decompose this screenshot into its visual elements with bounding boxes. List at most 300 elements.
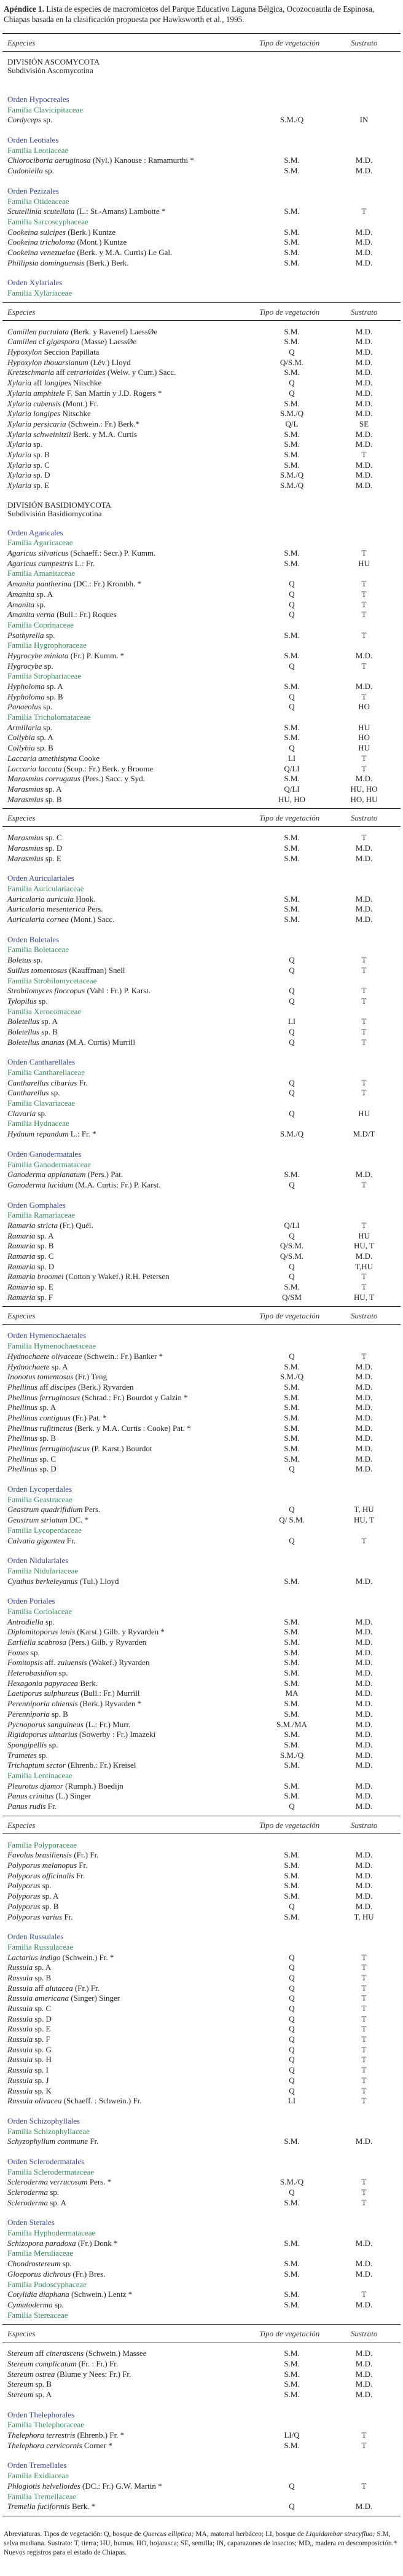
species-epithet: Phellinus contiguus <box>7 1412 71 1422</box>
spacer <box>0 1140 403 1149</box>
table-row <box>0 1861 403 1871</box>
table-row <box>0 733 403 743</box>
species-author: sp. B <box>40 1901 59 1911</box>
species-epithet: Perenniporia ohiensis <box>7 1699 78 1709</box>
species-epithet: Ramaria <box>7 1241 36 1251</box>
species-name <box>7 166 54 175</box>
species-epithet: Ganoderma lucidum <box>7 1180 74 1189</box>
substrate: M.D. <box>355 1699 373 1709</box>
substrate: T <box>361 599 367 609</box>
vegetation-type: MA <box>285 1688 299 1698</box>
species-author: sp. <box>28 1647 40 1657</box>
substrate: HU <box>358 1108 370 1118</box>
vegetation-type: S.M. <box>284 904 300 914</box>
species-epithet: Cordyceps <box>7 115 42 125</box>
substrate: M.D. <box>355 409 373 419</box>
substrate: M.D. <box>355 166 373 176</box>
species-epithet: Hexagonia papyracea <box>7 1678 79 1688</box>
species-epithet: Phellinus ferruginosus <box>7 1392 80 1402</box>
substrate: M.D. <box>355 1627 373 1637</box>
species-author: (Tul.) Lloyd <box>77 1576 119 1586</box>
species-name <box>7 227 115 237</box>
species-epithet: Amanita <box>7 589 35 599</box>
table-row <box>0 1963 403 1973</box>
substrate: M.D. <box>355 481 373 490</box>
substrate: M.D. <box>355 915 373 924</box>
vegetation-type: S.M./Q <box>280 470 304 480</box>
table-row <box>0 1293 403 1303</box>
substrate: M.D. <box>355 1861 373 1870</box>
species-author: (Bull.: Fr.) Roques <box>54 610 117 620</box>
species-name <box>7 795 62 804</box>
vegetation-type: Q <box>289 2065 295 2075</box>
family-heading: Familia Thelephoraceae <box>7 2420 85 2430</box>
table-row <box>0 1231 403 1242</box>
species-author: sp. <box>44 630 55 640</box>
header-substrate: Sustrato <box>351 307 378 317</box>
species-name <box>7 1464 57 1473</box>
species-epithet: alutacea <box>45 1983 73 1993</box>
table-row <box>0 1973 403 1983</box>
species-epithet: Xylaria <box>7 481 31 490</box>
species-epithet: Trametes <box>7 1750 37 1760</box>
vegetation-type: LI <box>288 1017 296 1026</box>
table-row <box>0 723 403 733</box>
species-author: (Bull.: Fr.) Murrill <box>79 1688 140 1698</box>
table-row <box>0 579 403 589</box>
species-author: sp. B <box>37 1433 57 1443</box>
table-row <box>0 559 403 569</box>
species-author: cf <box>36 337 47 347</box>
vegetation-type: S.M./Q <box>280 1750 304 1760</box>
table-row <box>0 2034 403 2045</box>
footnote-text: Liquidambar stracyflua; <box>305 2530 375 2538</box>
species-name <box>7 1382 133 1392</box>
vegetation-type: S.M. <box>284 843 300 853</box>
species-name <box>7 2034 50 2044</box>
vegetation-type: Q <box>289 1231 295 1240</box>
spacer <box>0 85 403 95</box>
species-epithet: Russula <box>7 2065 33 2075</box>
species-author: (Wakef.) Ryvarden <box>87 1658 150 1668</box>
species-author: sp. B <box>49 1709 68 1719</box>
order-heading: Orden Cantharellales <box>7 1057 76 1067</box>
substrate: M.D. <box>355 2137 373 2146</box>
substrate: HO <box>358 702 370 712</box>
vegetation-type: Q <box>289 2075 295 2085</box>
species-name <box>7 2349 146 2358</box>
species-epithet: Russula <box>7 2024 33 2034</box>
species-epithet: Boletus <box>7 955 31 965</box>
table-header <box>2 808 401 827</box>
species-epithet: Hypholoma <box>7 691 45 701</box>
species-author: (Fr.) Fr. <box>72 1983 100 1993</box>
substrate: M.D. <box>355 398 373 408</box>
species-epithet: Thelephora cervicornis <box>7 2440 82 2450</box>
species-epithet: Xylaria cubensis <box>7 398 61 408</box>
table-row <box>0 237 403 248</box>
species-epithet: Xylaria <box>7 449 31 459</box>
species-author: (Pers.) Sacc. y Syd. <box>80 774 145 784</box>
header-vegetation: Tipo de vegetación <box>259 2329 320 2339</box>
species-name <box>7 115 52 124</box>
species-author: (Fr.) Fr. <box>72 1850 99 1860</box>
species-name <box>7 2379 52 2389</box>
species-epithet: Phellinus <box>7 1403 38 1412</box>
substrate: HU, T <box>354 1241 374 1251</box>
substrate: M.D. <box>355 1454 373 1463</box>
species-author: sp. A <box>44 682 63 691</box>
species-author: sp. A <box>39 1017 58 1026</box>
species-epithet: Ramaria <box>7 1282 36 1292</box>
table-row <box>0 651 403 661</box>
species-epithet: Clavaria <box>7 1108 36 1118</box>
table-row <box>0 1027 403 1038</box>
substrate: T <box>361 1282 367 1292</box>
species-epithet: Russula <box>7 1983 33 1993</box>
vegetation-type: S.M. <box>284 630 300 640</box>
substrate: M.D. <box>355 904 373 914</box>
table-row <box>0 1088 403 1098</box>
species-name <box>7 1078 88 1087</box>
species-author: DC. * <box>67 1515 89 1525</box>
species-author: sp. <box>36 996 48 1006</box>
table-row <box>0 682 403 692</box>
vegetation-type: S.M. <box>284 1678 300 1688</box>
table-row <box>0 327 403 337</box>
vegetation-type: S.M. <box>284 1881 300 1891</box>
species-epithet: Camillea <box>7 337 37 347</box>
table-row <box>0 1403 403 1413</box>
vegetation-type: Q <box>289 347 295 357</box>
species-name <box>7 2065 49 2074</box>
species-author: sp. <box>42 661 53 671</box>
division-heading: DIVISIÓN ASCOMYCOTA <box>7 57 100 66</box>
substrate: M.D. <box>355 1881 373 1891</box>
species-author: aff <box>54 368 67 377</box>
species-name <box>7 1679 98 1688</box>
vegetation-type: S.M. <box>284 1361 300 1371</box>
species-name <box>7 1038 135 1047</box>
vegetation-type: Q <box>289 388 295 398</box>
species-name <box>7 358 131 367</box>
substrate: M.D. <box>355 237 373 247</box>
family-heading: Familia Xylariaceae <box>7 288 72 297</box>
species-author: Berk. * <box>69 2502 96 2511</box>
vegetation-type: Q/SM <box>282 1292 302 1302</box>
vegetation-type: Q <box>289 1026 295 1036</box>
species-author: sp. <box>31 955 43 965</box>
species-name <box>7 1424 191 1433</box>
header-species: Especies <box>7 1311 36 1321</box>
table-row <box>0 2076 403 2086</box>
species-name <box>7 1993 120 2003</box>
species-name <box>7 237 127 246</box>
table-row <box>0 1912 403 1923</box>
species-epithet: Xylaria <box>7 470 31 480</box>
species-epithet: Geastrum striatum <box>7 1515 68 1525</box>
table-row <box>0 1505 403 1515</box>
table-row <box>0 1454 403 1465</box>
species-author: sp. A <box>33 2390 52 2399</box>
order-heading: Orden Ganodermatales <box>7 1149 82 1159</box>
species-author: (Fr. : Fr.) Fr. <box>76 2358 119 2368</box>
table-row <box>0 1881 403 1891</box>
division-heading: DIVISIÓN BASIDIOMYCOTA <box>7 500 112 510</box>
table-row <box>0 1282 403 1293</box>
table-row <box>0 1668 403 1679</box>
species-author: (Berk. y Ravenel) LaessØe <box>69 326 158 336</box>
table-row <box>0 1617 403 1628</box>
table-row <box>0 743 403 754</box>
vegetation-type: Q/ S.M. <box>279 1515 305 1525</box>
species-author: (Schwein.) Fr. * <box>60 1952 114 1962</box>
species-epithet: Thelephora terrestris <box>7 2430 76 2440</box>
species-author: sp. B <box>33 1972 52 1982</box>
vegetation-type: Q <box>289 378 295 388</box>
table-row <box>0 1730 403 1740</box>
substrate: M.D. <box>355 1170 373 1180</box>
species-epithet: Cudoniella <box>7 166 43 176</box>
species-epithet: Suillus tomentosus <box>7 965 68 975</box>
substrate: M.D. <box>355 2238 373 2248</box>
species-author: sp. B <box>43 794 62 804</box>
table-row <box>0 2430 403 2441</box>
species-author: Berk. y M.A. Curtis <box>71 429 137 439</box>
table-row <box>0 2359 403 2369</box>
species-author: sp. C <box>31 460 50 470</box>
species-epithet: Auricularia auricula <box>7 894 74 904</box>
table-row <box>0 1993 403 2004</box>
table-row <box>0 1241 403 1251</box>
substrate: T <box>361 986 367 996</box>
species-name <box>7 1740 58 1749</box>
table-row <box>0 1251 403 1262</box>
division-heading: Subdivisión Basidiomycotina <box>7 508 102 518</box>
species-name <box>7 460 50 470</box>
substrate: T <box>361 965 367 975</box>
species-author: sp. B <box>44 691 63 701</box>
order-heading: Orden Xylariales <box>7 278 63 288</box>
table-row <box>0 2024 403 2034</box>
table-row <box>0 894 403 905</box>
table-row <box>0 1038 403 1048</box>
species-epithet: Marasmius <box>7 784 44 794</box>
species-author: sp. A <box>40 1891 59 1901</box>
species-epithet: Polyporus <box>7 1881 41 1891</box>
substrate: M.D. <box>355 470 373 480</box>
family-heading: Familia Hygrophoraceae <box>7 640 87 650</box>
species-epithet: Collybia <box>7 743 35 753</box>
order-heading: Orden Poriales <box>7 1596 55 1606</box>
family-heading: Familia Strophariaceae <box>7 671 82 681</box>
species-name <box>7 1403 56 1412</box>
species-author: (Berk.) Berk. <box>84 258 129 267</box>
species-name <box>7 1536 76 1545</box>
substrate: M.D. <box>355 1901 373 1911</box>
substrate: M.D. <box>355 894 373 904</box>
vegetation-type: Q <box>289 1272 295 1282</box>
species-epithet: Stereum <box>7 2349 34 2358</box>
species-name <box>7 1413 107 1422</box>
species-epithet: Tylopilus <box>7 996 37 1006</box>
species-name <box>7 430 137 439</box>
vegetation-type: Q <box>289 589 295 599</box>
species-author: (Berk. y M.A. Curtis) Le Gal. <box>75 247 173 257</box>
species-epithet: Earliella scabrosa <box>7 1637 66 1647</box>
species-name <box>7 1709 68 1719</box>
species-author: (DC.: Fr.) G.W. Martin * <box>80 2481 162 2491</box>
species-name <box>7 2430 124 2440</box>
species-author: sp. A <box>34 589 53 599</box>
vegetation-type: S.M./Q <box>280 481 304 490</box>
substrate: T <box>361 579 367 589</box>
species-author: Fr. <box>74 1870 85 1880</box>
species-author: L.: Fr. * <box>68 1129 96 1139</box>
species-author: (L.: St.-Amans) Lambotte * <box>74 207 166 216</box>
species-epithet: Collybia <box>7 733 35 742</box>
species-author: (Cotton y Wakef.) R.H. Petersen <box>63 1272 170 1282</box>
substrate: M.D. <box>355 650 373 660</box>
vegetation-type: S.M. <box>284 733 300 742</box>
vegetation-type: S.M. <box>284 2290 300 2299</box>
species-name <box>7 1088 60 1097</box>
vegetation-type: Q <box>289 1088 295 1098</box>
species-epithet: Ramaria <box>7 1261 36 1271</box>
substrate: T <box>361 1952 367 1962</box>
table-row <box>0 1464 403 1475</box>
table-row <box>0 258 403 269</box>
table-row <box>0 248 403 258</box>
substrate: M.D. <box>355 1709 373 1719</box>
vegetation-type: S.M. <box>284 1282 300 1292</box>
species-epithet: Amanita pantherina <box>7 579 72 589</box>
species-epithet: Heterobasidion <box>7 1668 57 1678</box>
species-epithet: Polyporus officinalis <box>7 1870 74 1880</box>
vegetation-type: Q <box>289 743 295 753</box>
species-author: (Karst.) Gilb. y Ryvarden * <box>75 1627 165 1637</box>
substrate: M.D. <box>355 1403 373 1412</box>
table-row <box>0 1740 403 1751</box>
substrate: M.D. <box>355 326 373 336</box>
table-row <box>0 1658 403 1668</box>
table-row <box>0 702 403 712</box>
family-heading: Familia Cantharellaceae <box>7 1068 85 1077</box>
species-author: sp. B <box>31 449 50 459</box>
species-author: (Fr.) Teng <box>73 1372 108 1382</box>
table-row <box>0 986 403 996</box>
species-author: (Masse) LaessØe <box>79 337 137 347</box>
vegetation-type: Q <box>289 691 295 701</box>
species-epithet: Cantharellus cibarius <box>7 1077 77 1087</box>
species-author: sp. <box>49 1088 60 1098</box>
vegetation-type: S.M. <box>284 449 300 459</box>
spacer <box>0 176 403 186</box>
table-row <box>0 1444 403 1454</box>
table-row <box>0 1433 403 1444</box>
vegetation-type: Q <box>289 1993 295 2003</box>
family-heading: Familia Exidiaceae <box>7 2471 69 2481</box>
species-epithet: Xylaria schweinitzii <box>7 429 71 439</box>
species-epithet: Amanita verna <box>7 610 55 620</box>
species-name <box>7 1251 53 1261</box>
vegetation-type: S.M. <box>284 2440 300 2450</box>
substrate: T <box>361 1037 367 1047</box>
table-row <box>0 784 403 795</box>
vegetation-type: S.M. <box>284 2259 300 2269</box>
vegetation-type: S.M. <box>284 1791 300 1801</box>
species-author: sp. <box>31 439 43 449</box>
species-name <box>7 2024 50 2033</box>
vegetation-type: S.M. <box>284 2299 300 2309</box>
table-row <box>0 2198 403 2208</box>
species-epithet: Perenniporia <box>7 1709 50 1719</box>
species-author: (Fr.) Donk * <box>76 2238 118 2248</box>
species-epithet: Armillaria <box>7 722 41 732</box>
species-author: (Mont.) Fr. <box>61 398 98 408</box>
species-author: (Welw. y Curr.) Sacc. <box>105 368 176 377</box>
substrate: M.D. <box>355 1637 373 1647</box>
substrate: HU <box>358 558 370 568</box>
species-name <box>7 2239 117 2248</box>
species-name <box>7 589 53 599</box>
species-epithet: Geastrum quadrifidium <box>7 1505 83 1514</box>
table-row <box>0 2300 403 2310</box>
family-heading: Familia Hydnaceae <box>7 1119 69 1128</box>
species-name <box>7 1393 188 1402</box>
vegetation-type: S.M. <box>284 1382 300 1392</box>
species-name <box>7 2269 106 2279</box>
species-author: (Mont.) Kuntze <box>75 237 127 247</box>
species-name <box>7 207 165 216</box>
species-author: sp. <box>57 1668 68 1678</box>
species-author: Pers. * <box>87 2177 112 2187</box>
vegetation-type: S.M. <box>284 1668 300 1678</box>
species-epithet: Russula <box>7 1963 33 1972</box>
species-epithet: Favolus brasiliensis <box>7 1850 72 1860</box>
species-name <box>7 1293 53 1302</box>
substrate: T <box>361 1026 367 1036</box>
species-author: (Pers.) Pat. <box>85 1170 123 1180</box>
species-name <box>7 651 124 660</box>
family-heading: Familia Clavicipitaceae <box>7 104 84 114</box>
species-author: (Schaeff. : Schwein.) Fr. <box>61 2096 142 2106</box>
spacer <box>0 864 403 873</box>
species-epithet: Hygrocybe <box>7 661 42 671</box>
substrate: T <box>361 996 367 1006</box>
species-name <box>7 1221 93 1230</box>
species-epithet: Xylaria persicaria <box>7 419 66 428</box>
table-row <box>0 2096 403 2106</box>
species-epithet: Phellinus <box>7 1382 38 1392</box>
substrate: M.D. <box>355 247 373 257</box>
header-vegetation: Tipo de vegetación <box>259 1311 320 1321</box>
table-row <box>0 1536 403 1546</box>
species-author: aff. <box>42 1658 58 1668</box>
family-heading: Familia Polyporaceae <box>7 1840 77 1849</box>
species-name <box>7 631 55 640</box>
species-table <box>0 33 403 2512</box>
species-author: sp. G <box>33 2044 52 2054</box>
vegetation-type: Q <box>289 702 295 712</box>
substrate: T <box>361 661 367 671</box>
species-name <box>7 1241 53 1250</box>
species-name <box>7 1515 88 1524</box>
substrate: M.D. <box>355 2379 373 2389</box>
substrate: M.D. <box>355 1688 373 1698</box>
species-author: sp. <box>40 1881 52 1891</box>
order-heading: Orden Hypocreales <box>7 95 69 104</box>
